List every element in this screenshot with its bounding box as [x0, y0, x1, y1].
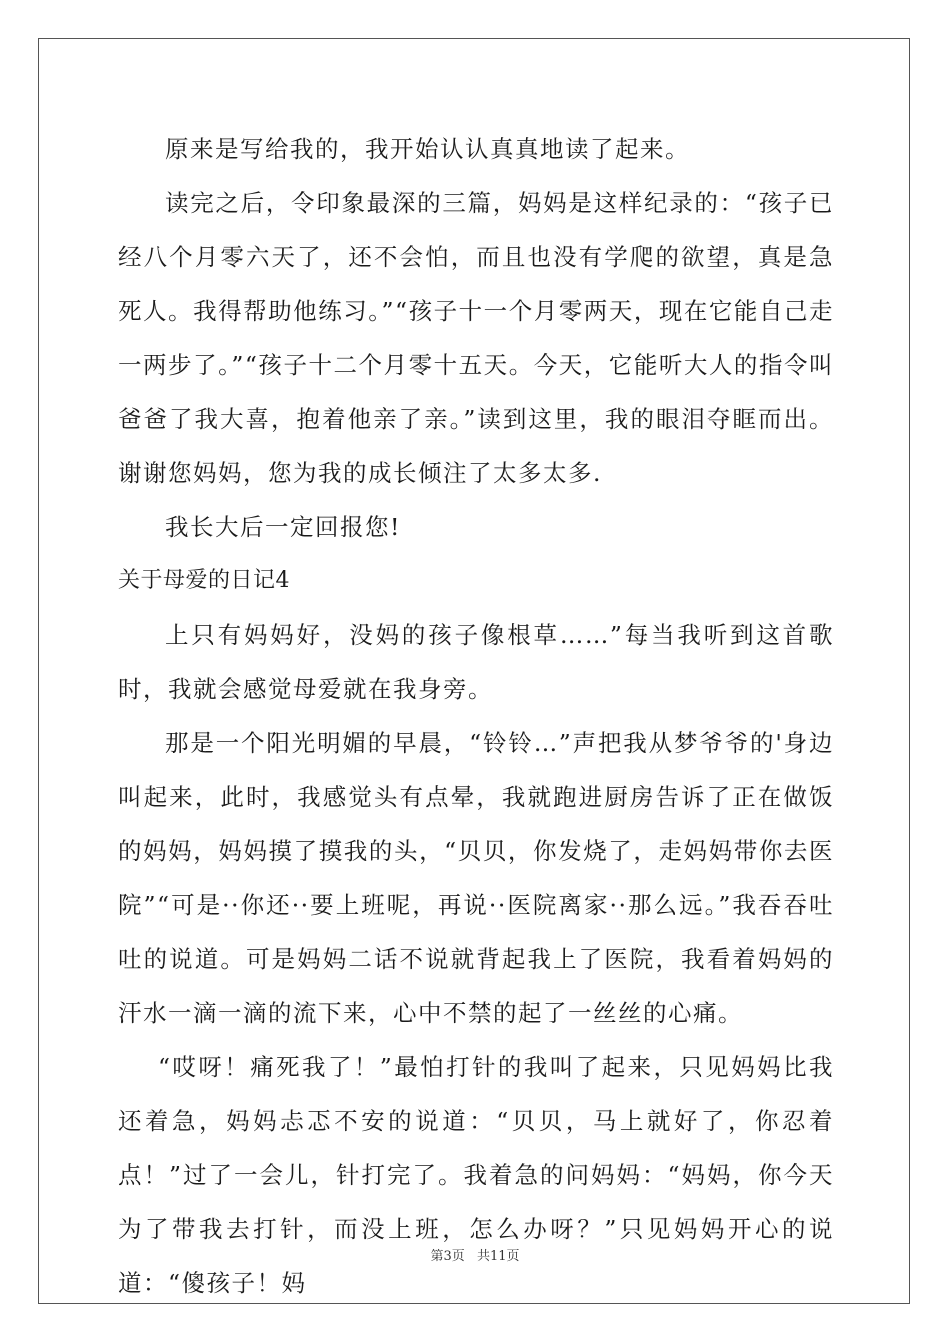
paragraph-5: 那是一个阳光明媚的早晨，“铃铃…”声把我从梦爷爷的'身边叫起来，此时，我感觉头有点晕，我就跑进厨房告诉了正在做饭的妈妈，妈妈摸了摸我的头，“贝贝，你发烧了，走妈妈带你去医院”“可是··你还··要上班呢，再说··医院离家··那么远。”我吞吞吐吐的说道。可是妈妈二话不说就背起我上了医院，我看着妈妈的汗水一滴一滴的流下来，心中不禁的起了一丝丝的心痛。: [118, 729, 834, 1027]
page-total: 共11页: [476, 1249, 520, 1264]
document-body: [118, 122, 834, 1310]
page-number: 第3页: [430, 1249, 465, 1264]
paragraph-2: 读完之后，令印象最深的三篇，妈妈是这样纪录的：“孩子已经八个月零六天了，还不会怕，而且也没有学爬的欲望，真是急死人。我得帮助他练习。”“孩子十一个月零两天，现在它能自己走一两步了。”“孩子十二个月零十五天。今天，它能听大人的指令叫爸爸了我大喜，抱着他亲了亲。”读到这里，我的眼泪夺眶而出。谢谢您妈妈，您为我的成长倾注了太多太多.: [118, 189, 834, 487]
page-footer: [0, 1245, 950, 1264]
paragraph-4: 上只有妈妈好，没妈的孩子像根草……”每当我听到这首歌时，我就会感觉母爱就在我身旁。: [118, 621, 834, 703]
paragraph-6: “哎呀！痛死我了！”最怕打针的我叫了起来，只见妈妈比我还着急，妈妈忐忑不安的说道：“贝贝，马上就好了，你忍着点！”过了一会儿，针打完了。我着急的问妈妈：“妈妈，你今天为了带我去打针，而没上班，怎么办呀？”只见妈妈开心的说道：“傻孩子！妈: [118, 1053, 834, 1297]
section-heading: 关于母爱的日记4: [118, 568, 290, 593]
paragraph-3: 我长大后一定回报您!: [165, 513, 401, 541]
paragraph-1: 原来是写给我的，我开始认认真真地读了起来。: [165, 135, 690, 163]
